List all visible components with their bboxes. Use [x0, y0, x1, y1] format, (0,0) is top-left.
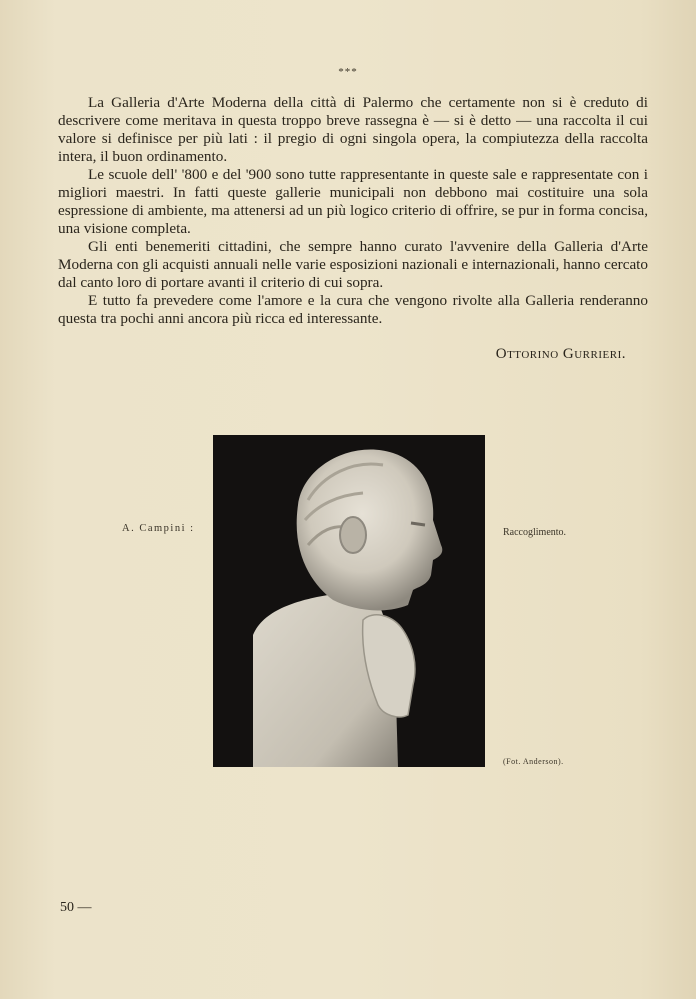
sculpture-photo	[213, 435, 485, 767]
author-signature: Ottorino Gurrieri.	[495, 346, 626, 362]
article-body	[58, 94, 648, 328]
figure-artist: A. Campini :	[122, 523, 195, 534]
paragraph: Le scuole dell' '800 e del '900 sono tutte rappresentante in queste sale e rappresentate con i migliori maestri. In fatti queste gallerie municipali non debbono mai costituire una sola espressione di ambiente, ma attenersi ad un più logico criterio di offrire, se pur in forma concisa, una visione completa.	[58, 166, 648, 237]
paragraph: E tutto fa prevedere come l'amore e la cura che vengono rivolte alla Galleria renderanno questa tra pochi anni ancora più ricca ed interessante.	[58, 292, 648, 327]
page-number: 50 —	[60, 900, 92, 915]
bust-illustration	[213, 435, 485, 767]
figure-title: Raccoglimento.	[503, 527, 567, 538]
section-ornament: ***	[338, 66, 358, 78]
photo-credit: (Fot. Anderson).	[503, 757, 564, 766]
paragraph: La Galleria d'Arte Moderna della città di Palermo che certamente non si è creduto di descrivere come meritava in questa troppo breve rassegna è — si è detto — una raccolta il cui valore si definisce per più lati : il pregio di ogni singola opera, la compiutezza della raccolta intera, il buon ordinamento.	[58, 94, 648, 165]
paragraph: Gli enti benemeriti cittadini, che sempre hanno curato l'avvenire della Galleria d'Arte Moderna con gli acquisti annuali nelle varie esposizioni nazionali e internazionali, hanno cercato dal canto loro di portare avanti il criterio di cui sopra.	[58, 238, 648, 291]
